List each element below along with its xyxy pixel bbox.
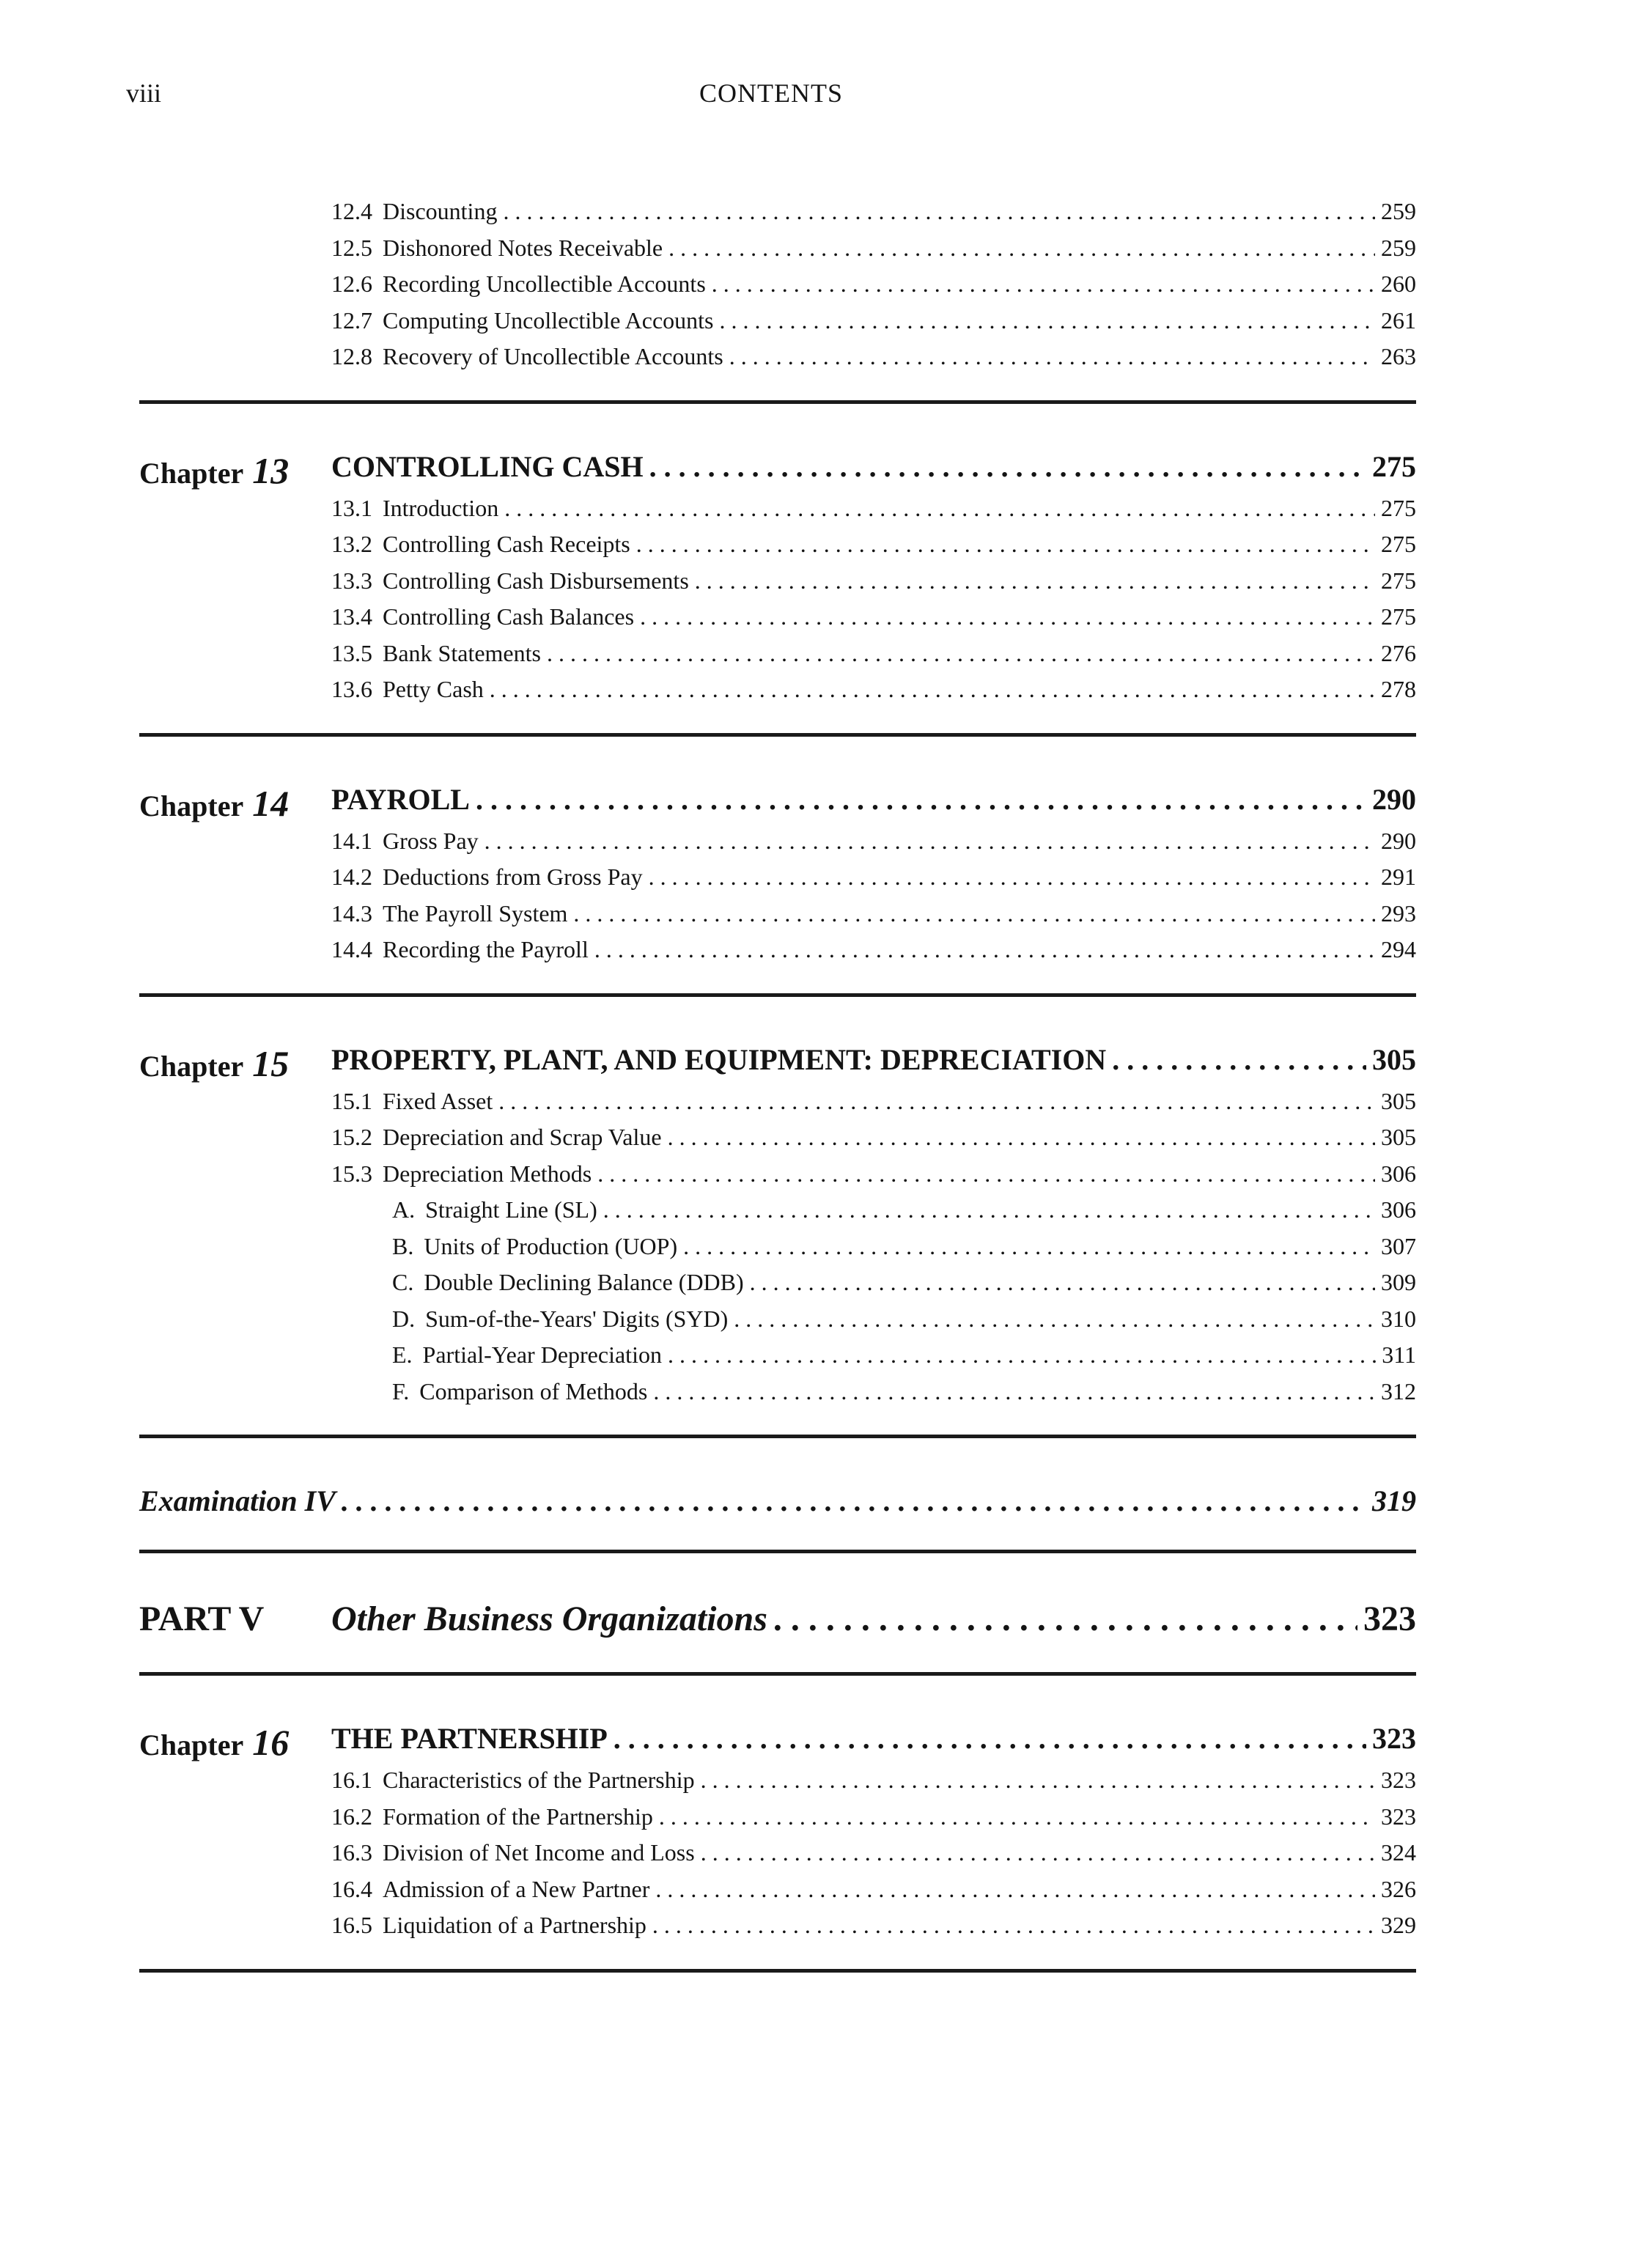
toc-entry[interactable]: 12.6 Recording Uncollectible Accounts . . . 260 [331,270,1416,307]
dot-leader [614,1721,1366,1756]
dot-leader [342,1484,1366,1518]
page-number: 307 [1381,1232,1416,1259]
page-number: 310 [1381,1305,1416,1332]
page-number: 305 [1381,1087,1416,1114]
dot-leader [695,567,1375,594]
page-number: 261 [1381,306,1416,334]
toc-entry[interactable]: 13.4 Controlling Cash Balances . . . 275 [331,603,1416,640]
toc-entry[interactable]: 15.1 Fixed Asset . . . 305 [331,1088,1416,1124]
dot-leader [490,676,1375,703]
dot-leader [636,531,1375,558]
section-list-ch12 [139,198,1416,380]
part-heading[interactable] [139,1599,1416,1652]
toc-subentry[interactable]: F. Comparison of Methods . . . 312 [392,1378,1416,1415]
page-number: 275 [1372,449,1416,483]
toc-entry[interactable]: 16.1 Characteristics of the Partnership . . . 323 [331,1767,1416,1803]
page-number: 275 [1381,494,1416,521]
page-number: 326 [1381,1875,1416,1902]
dot-leader [603,1196,1375,1223]
table-of-contents [139,198,1416,1973]
chapter-title: PAYROLL [331,782,470,816]
dot-leader [668,1124,1375,1151]
toc-entry[interactable]: 14.2 Deductions from Gross Pay . . . 291 [331,864,1416,900]
dot-leader [594,936,1375,963]
chapter-heading-15[interactable]: Chapter 15 PROPERTY, PLANT, AND EQUIPMENT: DEPRECIATION . . . 305 [139,1042,1416,1088]
toc-entry[interactable]: 13.6 Petty Cash . . . 278 [331,676,1416,713]
page-number: 290 [1372,782,1416,816]
dot-leader [683,1233,1375,1260]
dot-leader [719,307,1375,334]
toc-entry[interactable]: 16.4 Admission of a New Partner . . . 326 [331,1876,1416,1912]
page-number: 305 [1381,1124,1416,1150]
dot-leader [773,1599,1357,1639]
dot-leader [498,1088,1375,1115]
page-number: 291 [1381,864,1416,890]
page-number: 275 [1381,567,1416,594]
dot-leader [653,1378,1375,1405]
page-number: 319 [1372,1484,1416,1517]
dot-leader [712,270,1375,298]
dot-leader [476,782,1366,817]
divider-rule [139,1969,1416,1973]
toc-entry[interactable]: 14.1 Gross Pay . . . 290 [331,828,1416,864]
dot-leader [649,864,1375,891]
examination-title: Examination IV [139,1484,336,1517]
dot-leader [573,900,1375,927]
running-title: CONTENTS [699,78,843,108]
toc-entry[interactable]: 16.3 Division of Net Income and Loss . . . 324 [331,1839,1416,1876]
chapter-heading-13[interactable]: Chapter 13 CONTROLLING CASH . . . 275 [139,449,1416,495]
toc-entry[interactable]: 12.5 Dishonored Notes Receivable . . . 259 [331,235,1416,271]
toc-entry[interactable]: 12.4 Discounting . . . 259 [331,198,1416,235]
dot-leader [503,198,1375,225]
page-folio: viii [126,78,162,108]
toc-subentry[interactable]: E. Partial-Year Depreciation . . . 311 [392,1341,1416,1378]
dot-leader [659,1803,1375,1830]
page-number: 329 [1381,1912,1416,1938]
toc-entry[interactable]: 13.1 Introduction . . . 275 [331,495,1416,531]
dot-leader [484,828,1375,855]
dot-leader [547,640,1375,667]
toc-subentry[interactable]: D. Sum-of-the-Years' Digits (SYD) . . . 310 [392,1306,1416,1342]
dot-leader [729,343,1375,370]
toc-entry[interactable]: 13.5 Bank Statements . . . 276 [331,640,1416,677]
page-number: 312 [1381,1377,1416,1404]
dot-leader [640,603,1375,630]
page-header [126,78,1416,122]
page-number: 323 [1372,1722,1416,1755]
toc-entry[interactable]: 14.4 Recording the Payroll . . . 294 [331,936,1416,973]
page-number: 275 [1381,603,1416,630]
toc-entry[interactable]: 15.2 Depreciation and Scrap Value . . . 305 [331,1124,1416,1160]
toc-entry[interactable]: 16.2 Formation of the Partnership . . . 323 [331,1803,1416,1840]
dot-leader [750,1269,1375,1296]
page-number: 263 [1381,343,1416,369]
page-number: 260 [1381,270,1416,297]
page-number: 323 [1381,1803,1416,1830]
examination-entry[interactable] [139,1484,1416,1529]
page-number: 306 [1381,1196,1416,1223]
page-number: 294 [1381,936,1416,962]
part-label: PART V [139,1599,265,1638]
page-number: 290 [1381,827,1416,854]
page-number: 276 [1381,639,1416,666]
toc-entry[interactable]: 12.8 Recovery of Uncollectible Accounts . . . 263 [331,343,1416,380]
chapter-title: THE PARTNERSHIP [331,1722,608,1755]
dot-leader [701,1839,1375,1866]
dot-leader [655,1876,1375,1903]
page-number: 311 [1382,1341,1416,1368]
dot-leader [668,235,1375,262]
dot-leader [649,449,1366,484]
chapter-heading-14[interactable]: Chapter 14 PAYROLL . . . 290 [139,782,1416,828]
page-number: 309 [1381,1269,1416,1295]
dot-leader [504,495,1375,522]
toc-entry[interactable]: 12.7 Computing Uncollectible Accounts . . . 261 [331,307,1416,344]
toc-subentry[interactable]: B. Units of Production (UOP) . . . 307 [392,1233,1416,1270]
chapter-title: CONTROLLING CASH [331,449,644,483]
page-number: 323 [1363,1599,1416,1638]
page-number: 293 [1381,899,1416,927]
page-number: 323 [1381,1767,1416,1793]
page-number: 305 [1372,1042,1416,1076]
dot-leader [734,1306,1375,1333]
chapter-title: PROPERTY, PLANT, AND EQUIPMENT: DEPRECIATION [331,1042,1107,1076]
page-number: 259 [1381,234,1416,261]
chapter-heading-16[interactable]: Chapter 16 THE PARTNERSHIP . . . 323 [139,1721,1416,1767]
page-number: 259 [1381,198,1416,224]
dot-leader [1112,1042,1366,1077]
toc-entry[interactable]: 16.5 Liquidation of a Partnership . . . 329 [331,1912,1416,1948]
toc-entry[interactable]: 13.2 Controlling Cash Receipts . . . 275 [331,531,1416,567]
part-title: Other Business Organizations [331,1599,767,1638]
dot-leader [597,1160,1375,1188]
dot-leader [701,1767,1375,1794]
toc-subentry[interactable]: A. Straight Line (SL) . . . 306 [392,1196,1416,1233]
toc-subentry[interactable]: C. Double Declining Balance (DDB) . . . 309 [392,1269,1416,1306]
page-number: 306 [1381,1160,1416,1187]
toc-entry[interactable]: 15.3 Depreciation Methods . . . 306 [331,1160,1416,1197]
toc-entry[interactable]: 14.3 The Payroll System . . . 293 [331,900,1416,937]
page-number: 278 [1381,676,1416,702]
page-number: 324 [1381,1839,1416,1866]
page-number: 275 [1381,531,1416,557]
dot-leader [652,1912,1375,1939]
toc-entry[interactable]: 13.3 Controlling Cash Disbursements . . . 275 [331,567,1416,604]
dot-leader [668,1341,1376,1369]
